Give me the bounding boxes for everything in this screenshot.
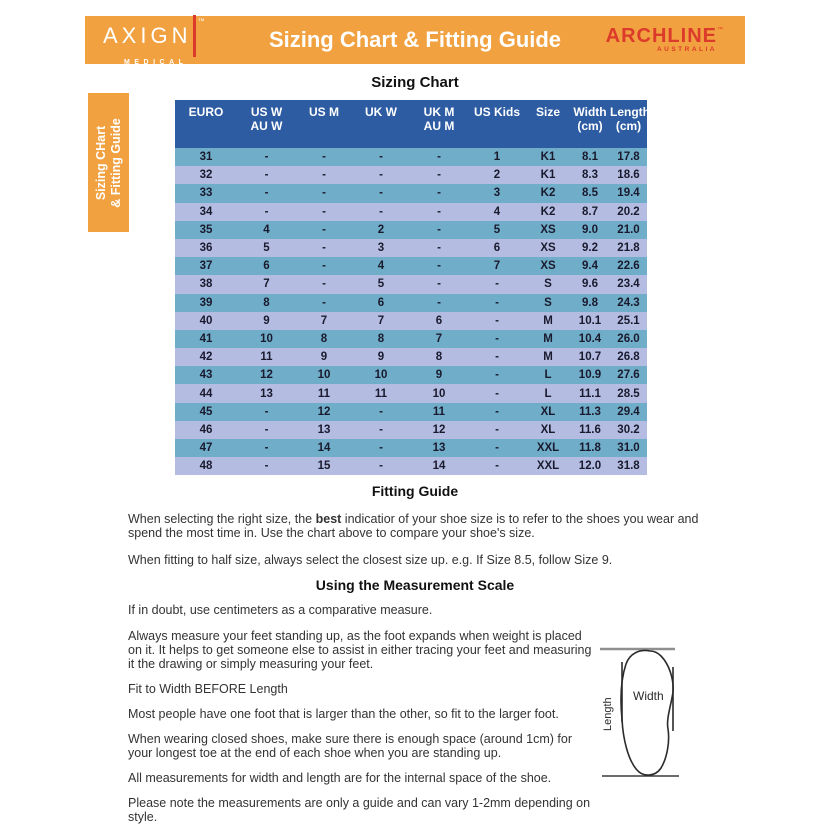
table-cell: 7 xyxy=(263,278,270,291)
table-cell: 22.6 xyxy=(617,260,640,273)
table-row xyxy=(175,439,647,457)
table-cell: 6 xyxy=(435,314,443,327)
table-row xyxy=(175,294,647,312)
sizing-chart-heading: Sizing Chart xyxy=(371,74,459,91)
table-cell: XXL xyxy=(536,460,560,473)
table-cell: 11 xyxy=(260,351,273,364)
table-cell: - xyxy=(437,187,441,200)
table-cell: 10 xyxy=(317,369,331,382)
table-cell: - xyxy=(322,205,326,218)
table-cell: 12 xyxy=(432,423,446,436)
table-cell: M xyxy=(543,314,553,327)
table-cell: - xyxy=(437,296,441,309)
table-cell: 35 xyxy=(199,223,213,236)
table-cell: 44 xyxy=(199,387,213,400)
table-cell: 10 xyxy=(260,332,273,345)
table-cell: - xyxy=(264,405,269,418)
table-cell: XL xyxy=(540,423,556,436)
table-cell: - xyxy=(437,169,441,182)
sizing-table-body xyxy=(175,148,647,475)
length-label: Length xyxy=(602,697,614,731)
table-row xyxy=(175,239,647,257)
table-cell: 45 xyxy=(199,405,213,418)
table-row xyxy=(175,421,647,439)
table-cell: 5 xyxy=(493,223,501,236)
table-cell: 9 xyxy=(435,369,443,382)
table-cell: 8 xyxy=(263,296,270,309)
table-cell: - xyxy=(322,296,326,309)
table-cell: S xyxy=(544,278,552,291)
table-cell: 10.7 xyxy=(578,351,602,364)
table-row xyxy=(175,403,647,421)
table-cell: - xyxy=(495,387,499,400)
table-cell: - xyxy=(322,151,326,164)
fitting-guide-section xyxy=(85,483,745,567)
table-cell: - xyxy=(495,296,499,309)
table-cell: - xyxy=(322,223,326,236)
table-cell: XS xyxy=(540,223,556,236)
column-header: UK W xyxy=(365,105,397,119)
table-cell: 9.6 xyxy=(582,278,598,291)
measurement-paragraph-4: Most people have one foot that is larger than the other, so fit to the larger foot. xyxy=(128,707,559,721)
fitting-guide-paragraph-2: When fitting to half size, always select the closest size up. e.g. If Size 8.5, follow Size 9. xyxy=(128,553,613,567)
table-cell: 5 xyxy=(263,242,270,255)
table-row xyxy=(175,166,647,184)
table-cell: 13 xyxy=(260,387,273,400)
measurement-paragraph-1: If in doubt, use centimeters as a comparative measure. xyxy=(128,603,433,617)
table-cell: 40 xyxy=(199,314,213,327)
table-cell: 6 xyxy=(493,242,501,255)
table-cell: - xyxy=(264,187,269,200)
archline-australia-label: AUSTRALIA xyxy=(656,46,717,53)
table-cell: 9.4 xyxy=(582,260,598,273)
table-cell: 12 xyxy=(317,405,331,418)
table-cell: 2 xyxy=(377,223,385,236)
archline-logo xyxy=(606,16,723,64)
side-tab-label xyxy=(94,118,124,208)
paragraph-text: When selecting the right size, the xyxy=(128,512,316,526)
table-cell: 12.0 xyxy=(578,460,602,473)
table-row xyxy=(175,366,647,384)
table-cell: 28.5 xyxy=(617,387,640,400)
table-row xyxy=(175,312,647,330)
column-header: US M xyxy=(309,105,339,119)
table-cell: 10.9 xyxy=(578,369,602,382)
table-cell: 38 xyxy=(199,278,213,291)
measurement-paragraph-2: Always measure your feet standing up, as the foot expands when weight is placed on it. It helps to get someone else to assist in either tracing your feet and measuring it the drawing or simply measuring your feet. xyxy=(128,629,592,671)
table-cell: - xyxy=(322,242,326,255)
archline-trademark: ™ xyxy=(717,27,723,33)
table-cell: 14 xyxy=(432,460,446,473)
table-cell: 39 xyxy=(199,296,213,309)
table-cell: 8.5 xyxy=(582,187,598,200)
table-cell: - xyxy=(322,260,326,273)
table-cell: 29.4 xyxy=(617,405,640,418)
table-cell: 41 xyxy=(199,332,213,345)
table-cell: - xyxy=(264,423,269,436)
table-cell: - xyxy=(322,169,326,182)
column-header: UK M AU M xyxy=(423,105,455,133)
table-cell: 27.6 xyxy=(617,369,640,382)
table-cell: 7 xyxy=(435,332,443,345)
table-row xyxy=(175,221,647,239)
table-cell: - xyxy=(264,169,269,182)
table-cell: - xyxy=(264,442,269,455)
foot-outline-path xyxy=(621,651,673,776)
header-banner xyxy=(85,16,745,64)
table-cell: 31.8 xyxy=(617,460,640,473)
table-cell: 30.2 xyxy=(617,423,640,436)
table-cell: 47 xyxy=(199,442,213,455)
page-title: Sizing Chart & Fitting Guide xyxy=(268,27,562,52)
table-cell: 11.1 xyxy=(579,387,601,400)
table-cell: - xyxy=(437,223,441,236)
table-cell: 21.8 xyxy=(617,242,640,255)
table-cell: 4 xyxy=(377,260,385,273)
table-cell: - xyxy=(379,151,383,164)
table-cell: 34 xyxy=(199,205,213,218)
table-cell: 26.8 xyxy=(617,351,640,364)
measurement-paragraph-5: When wearing closed shoes, make sure there is enough space (around 1cm) for your longest toe at the end of each shoe when you are standing up. xyxy=(128,732,572,760)
table-cell: - xyxy=(495,405,499,418)
table-cell: 13 xyxy=(317,423,331,436)
table-cell: - xyxy=(437,260,441,273)
table-cell: L xyxy=(544,387,552,400)
measurement-paragraph-3: Fit to Width BEFORE Length xyxy=(128,682,288,696)
table-cell: 37 xyxy=(199,260,213,273)
table-cell: 9.2 xyxy=(582,242,598,255)
table-cell: 19.4 xyxy=(617,187,640,200)
paragraph-bold-text: best xyxy=(315,512,342,526)
table-cell: 43 xyxy=(199,369,213,382)
table-cell: XS xyxy=(540,260,556,273)
table-cell: 1 xyxy=(493,151,501,164)
measurement-text-column xyxy=(128,629,595,835)
side-tab-line1: Sizing CHart xyxy=(93,125,108,200)
table-cell: - xyxy=(379,169,383,182)
table-cell: K2 xyxy=(540,187,556,200)
table-cell: 48 xyxy=(199,460,213,473)
axign-medical-label: MEDICAL xyxy=(124,58,188,66)
table-row xyxy=(175,348,647,366)
paragraph-text: indicatior of your shoe size is to refer to the shoes you wear and spend the most time in. Use the chart above to compare your shoe's size. xyxy=(128,512,699,540)
table-row xyxy=(175,257,647,275)
table-cell: 8 xyxy=(377,332,385,345)
table-cell: K1 xyxy=(540,169,556,182)
table-row xyxy=(175,203,647,221)
table-row xyxy=(175,330,647,348)
table-cell: 15 xyxy=(317,460,331,473)
archline-wordmark: ARCHLINE xyxy=(605,25,717,47)
table-cell: - xyxy=(322,187,326,200)
column-header: EURO xyxy=(188,105,224,119)
table-cell: 10 xyxy=(432,387,446,400)
table-cell: 25.1 xyxy=(617,314,640,327)
table-cell: - xyxy=(379,423,383,436)
column-header: Length (cm) xyxy=(610,105,650,133)
sizing-table-header xyxy=(175,100,650,148)
table-cell: 9 xyxy=(263,314,270,327)
table-cell: 32 xyxy=(199,169,213,182)
axign-wordmark: AXIGN xyxy=(103,22,192,48)
foot-diagram xyxy=(595,629,737,835)
table-cell: 8.3 xyxy=(582,169,598,182)
table-cell: S xyxy=(544,296,552,309)
table-cell: 8 xyxy=(435,351,443,364)
table-cell: - xyxy=(495,332,499,345)
table-cell: 36 xyxy=(199,242,213,255)
table-cell: 46 xyxy=(199,423,213,436)
table-row xyxy=(175,184,647,202)
table-cell: 23.4 xyxy=(617,278,640,291)
table-cell: - xyxy=(264,460,269,473)
table-cell: - xyxy=(379,187,383,200)
table-cell: - xyxy=(437,151,441,164)
fitting-guide-heading: Fitting Guide xyxy=(371,483,459,499)
table-cell: 8.7 xyxy=(582,205,598,218)
table-cell: - xyxy=(379,460,383,473)
column-header: Width (cm) xyxy=(573,105,607,133)
table-cell: 6 xyxy=(263,260,270,273)
axign-trademark: ™ xyxy=(197,17,205,25)
table-cell: - xyxy=(495,314,499,327)
column-header: US Kids xyxy=(473,105,520,119)
table-cell: 9.0 xyxy=(582,223,598,236)
table-cell: 9.8 xyxy=(582,296,598,309)
table-cell: 21.0 xyxy=(617,223,640,236)
side-tab xyxy=(88,93,129,232)
table-cell: 20.2 xyxy=(617,205,640,218)
table-cell: 18.6 xyxy=(617,169,640,182)
table-cell: - xyxy=(495,351,499,364)
table-cell: 7 xyxy=(320,314,328,327)
table-row xyxy=(175,457,647,475)
table-cell: - xyxy=(379,405,383,418)
table-cell: 14 xyxy=(317,442,331,455)
table-cell: M xyxy=(543,332,553,345)
table-row xyxy=(175,148,647,166)
measurement-paragraph-7: Please note the measurements are only a guide and can vary 1-2mm depending on style. xyxy=(128,796,591,824)
table-cell: XS xyxy=(540,242,556,255)
table-cell: - xyxy=(379,442,383,455)
table-cell: 3 xyxy=(493,187,501,200)
table-cell: - xyxy=(495,442,499,455)
table-cell: 5 xyxy=(377,278,385,291)
table-cell: 4 xyxy=(263,223,270,236)
table-cell: 8.1 xyxy=(582,151,598,164)
table-cell: L xyxy=(544,369,552,382)
table-cell: 33 xyxy=(199,187,213,200)
measurement-scale-heading: Using the Measurement Scale xyxy=(315,577,515,593)
foot-outline-diagram xyxy=(595,634,713,784)
table-cell: 11 xyxy=(374,387,388,400)
table-cell: 42 xyxy=(199,351,213,364)
table-cell: 11 xyxy=(317,387,331,400)
table-cell: 11.6 xyxy=(579,423,601,436)
table-cell: 12 xyxy=(260,369,273,382)
table-cell: M xyxy=(543,351,553,364)
side-tab-line2: & Fitting Guide xyxy=(108,117,123,208)
table-cell: XXL xyxy=(536,442,560,455)
table-cell: 26.0 xyxy=(617,332,640,345)
column-header: Size xyxy=(535,105,560,119)
table-row xyxy=(175,384,647,402)
table-cell: 13 xyxy=(432,442,446,455)
table-cell: 3 xyxy=(377,242,385,255)
table-cell: 2 xyxy=(493,169,501,182)
table-cell: - xyxy=(264,151,269,164)
table-cell: K2 xyxy=(540,205,556,218)
table-cell: - xyxy=(379,205,383,218)
table-cell: 24.3 xyxy=(617,296,640,309)
table-cell: - xyxy=(264,205,269,218)
column-header: US W AU W xyxy=(250,105,283,133)
table-cell: 7 xyxy=(377,314,385,327)
table-cell: 10.1 xyxy=(578,314,602,327)
sizing-table xyxy=(175,100,650,475)
table-cell: 6 xyxy=(377,296,385,309)
fitting-guide-paragraph-1 xyxy=(128,512,720,540)
table-cell: - xyxy=(437,205,441,218)
table-cell: 11.8 xyxy=(579,442,601,455)
table-cell: - xyxy=(437,278,441,291)
table-cell: XL xyxy=(540,405,556,418)
table-cell: K1 xyxy=(540,151,556,164)
table-cell: 4 xyxy=(493,205,501,218)
table-cell: 31.0 xyxy=(617,442,640,455)
table-cell: 8 xyxy=(320,332,328,345)
width-label: Width xyxy=(633,689,664,703)
table-cell: 11 xyxy=(432,405,446,418)
measurement-paragraph-6: All measurements for width and length are for the internal space of the shoe. xyxy=(128,771,552,785)
table-cell: 17.8 xyxy=(617,151,640,164)
table-cell: 9 xyxy=(377,351,385,364)
table-cell: - xyxy=(437,242,441,255)
table-cell: 31 xyxy=(199,151,213,164)
table-cell: 9 xyxy=(320,351,328,364)
table-cell: 7 xyxy=(493,260,501,273)
table-cell: - xyxy=(495,460,499,473)
table-cell: - xyxy=(495,278,499,291)
table-row xyxy=(175,275,647,293)
table-cell: - xyxy=(495,423,499,436)
table-cell: 11.3 xyxy=(579,405,601,418)
table-cell: - xyxy=(322,278,326,291)
measurement-scale-section xyxy=(85,577,745,835)
table-cell: - xyxy=(495,369,499,382)
table-cell: 10 xyxy=(374,369,388,382)
table-cell: 10.4 xyxy=(578,332,602,345)
